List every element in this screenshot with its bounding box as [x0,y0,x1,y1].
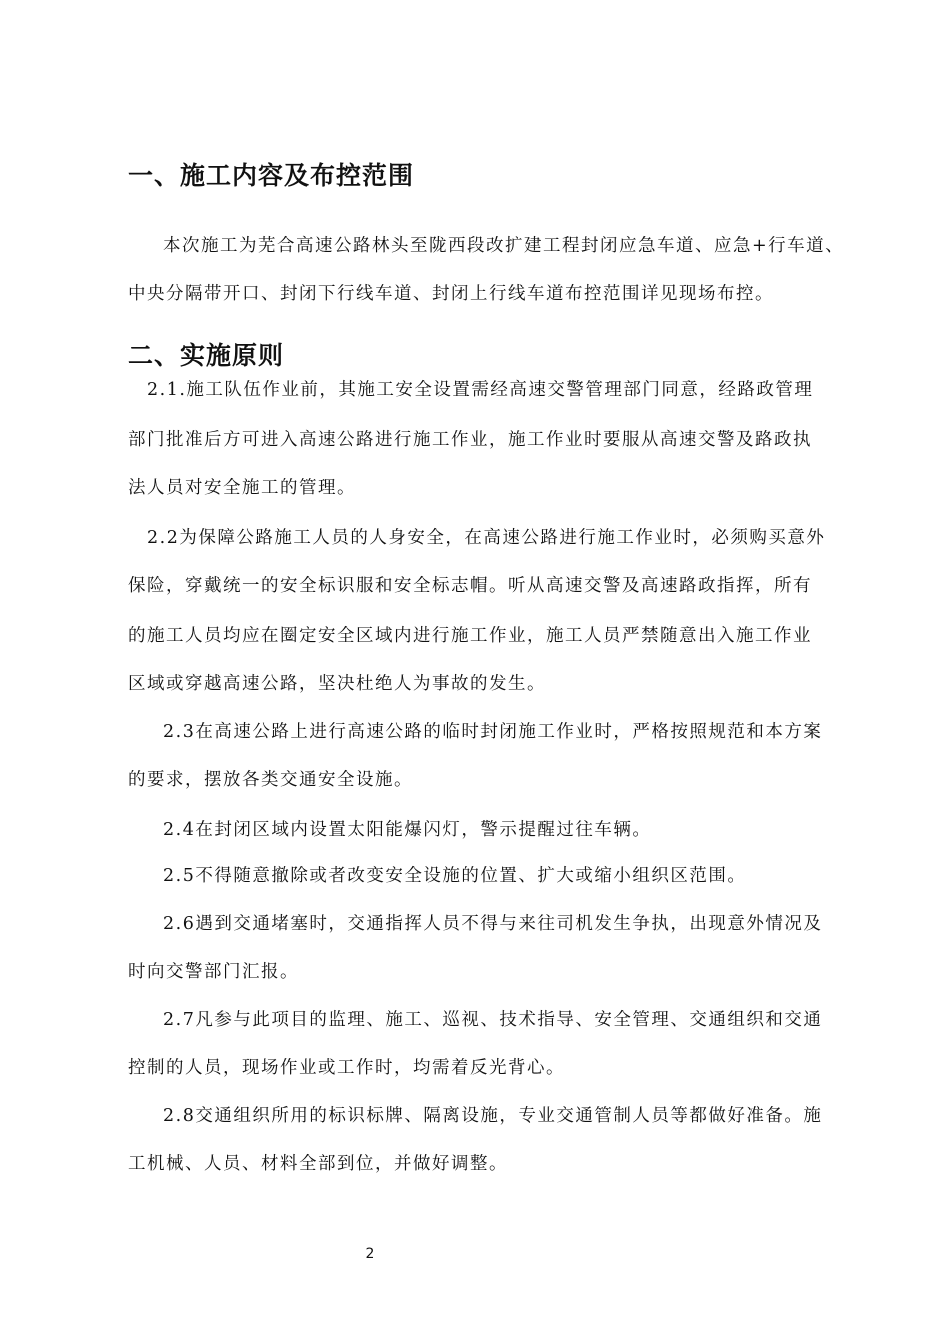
principle-2-8-line: 工机械、人员、材料全部到位，并做好调整。 [128,1154,508,1174]
principle-2-1-line: 法人员对安全施工的管理。 [128,478,356,498]
principle-2-6-line: 时向交警部门汇报。 [128,962,299,982]
section-heading-2: 二、实施原则 [128,341,285,370]
principle-2-1-line: 部门批准后方可进入高速公路进行施工作业，施工作业时要服从高速交警及路政执 [128,430,812,450]
principle-2-2-line: 的施工人员均应在圈定安全区域内进行施工作业，施工人员严禁随意出入施工作业 [128,626,812,646]
principle-2-3-line: 的要求，摆放各类交通安全设施。 [128,770,413,790]
principle-2-1-line: 2.1.施工队伍作业前，其施工安全设置需经高速交警管理部门同意，经路政管理 [147,380,814,400]
principle-2-6-line: 2.6遇到交通堵塞时，交通指挥人员不得与来往司机发生争执，出现意外情况及 [163,914,823,934]
principle-2-7-line: 控制的人员，现场作业或工作时，均需着反光背心。 [128,1058,565,1078]
paragraph-line: 本次施工为芜合高速公路林头至陇西段改扩建工程封闭应急车道、应急+行车道、 [163,236,845,256]
principle-2-5-line: 2.5不得随意撤除或者改变安全设施的位置、扩大或缩小组织区范围。 [163,866,747,886]
principle-2-3-line: 2.3在高速公路上进行高速公路的临时封闭施工作业时，严格按照规范和本方案 [163,722,823,742]
principle-2-8-line: 2.8交通组织所用的标识标牌、隔离设施，专业交通管制人员等都做好准备。施 [163,1106,823,1126]
section-heading-1: 一、施工内容及布控范围 [128,161,415,190]
page-number: 2 [365,1246,375,1262]
principle-2-2-line: 2.2为保障公路施工人员的人身安全，在高速公路进行施工作业时，必须购买意外 [147,528,826,548]
principle-2-2-line: 区域或穿越高速公路，坚决杜绝人为事故的发生。 [128,674,546,694]
principle-2-4-line: 2.4在封闭区域内设置太阳能爆闪灯，警示提醒过往车辆。 [163,820,652,840]
paragraph-line: 中央分隔带开口、封闭下行线车道、封闭上行线车道布控范围详见现场布控。 [128,284,774,304]
principle-2-2-line: 保险，穿戴统一的安全标识服和安全标志帽。听从高速交警及高速路政指挥，所有 [128,576,812,596]
principle-2-7-line: 2.7凡参与此项目的监理、施工、巡视、技术指导、安全管理、交通组织和交通 [163,1010,823,1030]
